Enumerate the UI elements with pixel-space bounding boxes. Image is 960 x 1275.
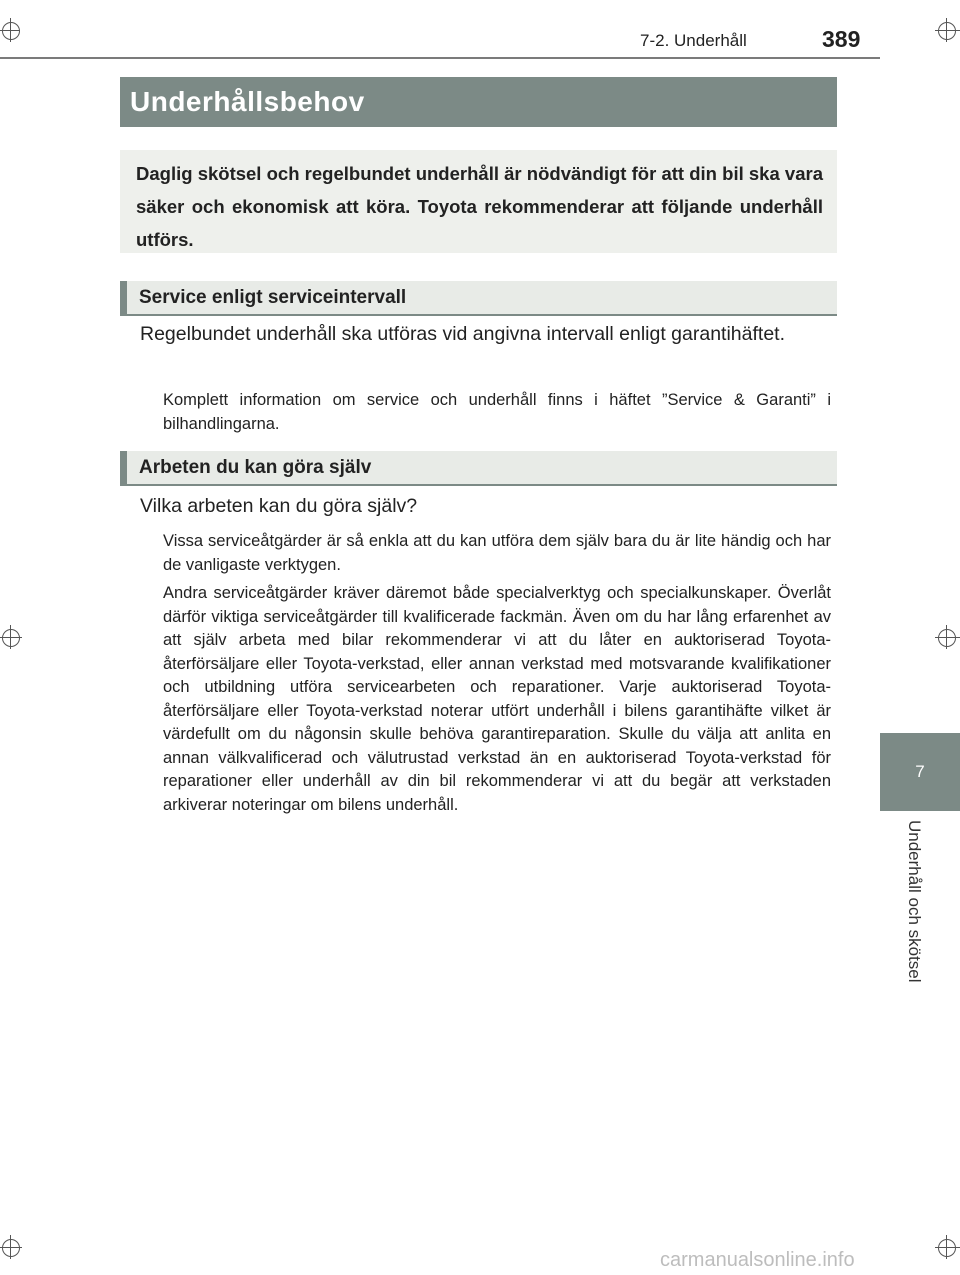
intro-box [120,150,837,253]
section-diy-detail-text-2: Andra serviceåtgärder kräver däremot både specialverktyg och specialkunskaper. Överlåt därför viktiga serviceåtgärder till kvalificerade fackmän. Även om du har lång erfarenhet av att själv arbeta med bilar rekommenderar vi att du låter en auktoriserad Toyota-återförsäljare eller Toyota-verkstad, eller annan verkstad med motsvarande kvalifikationer och utbildning utföra servicearbeten och reparationer. Varje auktoriserad Toyota-återförsäljare eller Toyota-verkstad noterar utfört underhåll i bilens garantihäfte vilket är värdefullt om du någonsin skulle behöva garantireparation. Skulle du välja att anlita en annan välkvalificerad och välutrustad verkstad än en auktoriserad Toyota-verkstad för reparationer eller underhåll av din bil rekommenderar vi att du begär att verkstaden arkiverar noteringar om bilens underhåll. [163,584,831,814]
header-section-title: 7-2. Underhåll [640,31,747,50]
section-heading-diy: Arbeten du kan göra själv [120,451,837,486]
intro-text: Daglig skötsel och regelbundet underhåll är nödvändigt för att din bil ska vara säker och ekonomisk att köra. Toyota rekommenderar att följande underhåll utförs. [136,163,823,250]
chapter-number: 7 [915,762,925,781]
header-rule [0,57,880,59]
section-diy-main-text: Vilka arbeten kan du göra själv? [140,495,418,517]
chapter-tab [880,733,960,811]
chapter-side-label: Underhåll och skötsel [905,820,924,983]
watermark: carmanualsonline.info [660,1249,855,1271]
section-service-detail-text: Komplett information om service och underhåll finns i häftet ”Service & Garanti” i bilhandlingarna. [163,391,831,433]
section-heading-service: Service enligt serviceintervall [120,281,837,316]
section-diy-detail-text-1: Vissa serviceåtgärder är så enkla att du kan utföra dem själv bara du är lite händig och har de vanligaste verktygen. [163,532,831,574]
section-service-main-text: Regelbundet underhåll ska utföras vid angivna intervall enligt garantihäftet. [140,323,785,345]
page-number: 389 [822,26,861,52]
page-title: Underhållsbehov [120,77,837,127]
